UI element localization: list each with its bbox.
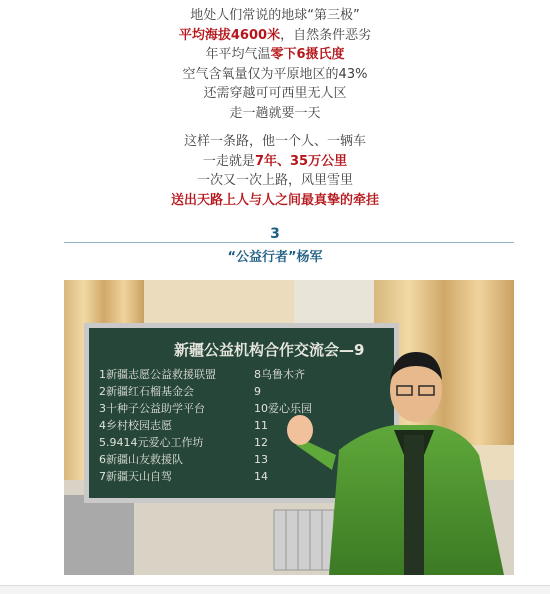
blackboard-line: 14 bbox=[254, 470, 268, 483]
text-line: 送出天路上人与人之间最真挚的牵挂 bbox=[170, 192, 379, 208]
text-line bbox=[0, 43, 550, 62]
text-line-part: 平均海拔4600米 bbox=[178, 27, 281, 43]
blackboard-line: 3十种子公益助学平台 bbox=[99, 402, 205, 415]
blackboard-line: 4乡村校园志愿 bbox=[99, 419, 172, 432]
blackboard-line: 12 bbox=[254, 436, 268, 449]
text-line: 还需穿越可可西里无人区 bbox=[203, 86, 347, 101]
text-line: 这样一条路，他一个人、一辆车 bbox=[183, 134, 366, 149]
text-line: 走一趟就要一天 bbox=[229, 105, 321, 121]
text-line-part: 7年、35万公里 bbox=[254, 153, 348, 169]
blackboard-title: 新疆公益机构合作交流会—9 bbox=[174, 341, 365, 359]
text-line-part: 年平均气温 bbox=[205, 47, 271, 62]
text-line: 地处人们常说的地球“第三极” bbox=[190, 8, 360, 23]
text-line-part: 一走就是 bbox=[202, 153, 255, 169]
blackboard-line: 1新疆志愿公益救援联盟 bbox=[99, 368, 216, 381]
blackboard-line: 13 bbox=[254, 453, 268, 466]
section-title: “公益行者”杨军 bbox=[227, 250, 323, 265]
blackboard-line: 6新疆山友救援队 bbox=[99, 453, 183, 466]
blackboard-line: 7新疆天山自驾 bbox=[99, 470, 172, 483]
blackboard-line: 9 bbox=[254, 385, 261, 398]
blackboard-line: 8乌鲁木齐 bbox=[254, 368, 305, 381]
section-number: 3 bbox=[270, 226, 280, 242]
text-line: 空气含氧量仅为平原地区的43% bbox=[182, 66, 368, 82]
text-line-part: ，自然条件恶劣 bbox=[280, 27, 372, 43]
classroom-photo bbox=[64, 280, 514, 575]
text-line bbox=[0, 24, 550, 43]
section-divider bbox=[64, 242, 514, 243]
blackboard-line: 10爱心乐园 bbox=[254, 402, 312, 415]
blackboard-line: 2新疆红石榴基金会 bbox=[99, 385, 194, 398]
text-line: 一次又一次上路，风里雪里 bbox=[196, 173, 353, 188]
text-line bbox=[0, 150, 550, 169]
blackboard-line: 11 bbox=[254, 419, 268, 432]
blackboard-line: 5.9414元爱心工作坊 bbox=[99, 436, 204, 449]
text-line-part: 零下6摄氏度 bbox=[270, 47, 345, 62]
